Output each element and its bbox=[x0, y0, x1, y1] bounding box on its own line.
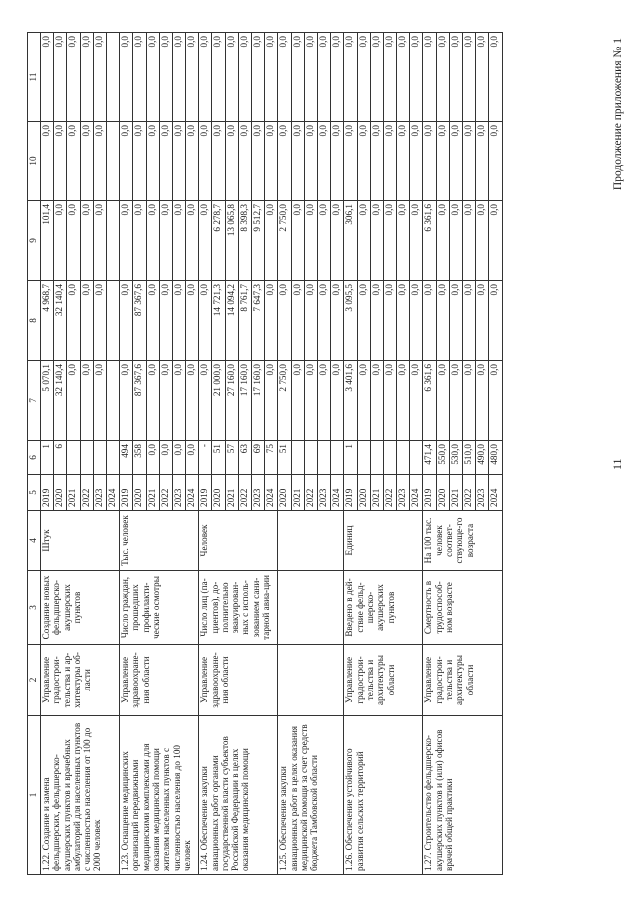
value-cell: 0,0 bbox=[476, 361, 489, 441]
value-cell: 480,0 bbox=[489, 441, 502, 475]
value-cell: 27 160,0 bbox=[225, 361, 238, 441]
year-cell: 2020 bbox=[133, 475, 146, 511]
value-cell: 0,0 bbox=[331, 33, 344, 122]
value-cell: 0,0 bbox=[304, 122, 317, 201]
value-cell: 0,0 bbox=[186, 122, 199, 201]
value-cell: 0,0 bbox=[212, 122, 225, 201]
year-cell: 2020 bbox=[436, 475, 449, 511]
value-cell bbox=[106, 33, 119, 122]
value-cell: 0,0 bbox=[357, 122, 370, 201]
value-cell: 0,0 bbox=[199, 33, 212, 122]
value-cell: 0,0 bbox=[265, 33, 278, 122]
measure-name-cell: 1.26. Обеспечение устойчивого развития сельских территорий bbox=[344, 716, 423, 875]
value-cell: 0,0 bbox=[146, 122, 159, 201]
value-cell: 0,0 bbox=[476, 201, 489, 281]
value-cell: 0,0 bbox=[317, 361, 330, 441]
value-cell: 0,0 bbox=[383, 281, 396, 361]
value-cell: 0,0 bbox=[436, 201, 449, 281]
value-cell: 0,0 bbox=[370, 281, 383, 361]
indicator-cell: Число лиц (па-циентов), до-полнительно эвакуирован-ных с исполь-зованием сани-тарной авиа-ции bbox=[199, 571, 278, 645]
executor-cell: Управление здравоохране-ния области bbox=[199, 645, 278, 716]
year-cell: 2023 bbox=[476, 475, 489, 511]
value-cell: 0,0 bbox=[304, 361, 317, 441]
value-cell: 0,0 bbox=[344, 122, 357, 201]
value-cell bbox=[67, 441, 80, 475]
value-cell: 87 367,6 bbox=[133, 361, 146, 441]
value-cell: 0,0 bbox=[370, 122, 383, 201]
value-cell: 0,0 bbox=[489, 33, 502, 122]
value-cell: 32 140,4 bbox=[54, 361, 67, 441]
value-cell: 0,0 bbox=[186, 201, 199, 281]
value-cell: 0,0 bbox=[172, 122, 185, 201]
value-cell: 0,0 bbox=[357, 281, 370, 361]
value-cell: 490,0 bbox=[476, 441, 489, 475]
value-cell: 0,0 bbox=[93, 201, 106, 281]
value-cell: 51 bbox=[212, 441, 225, 475]
value-cell: 0,0 bbox=[410, 361, 423, 441]
value-cell: 0,0 bbox=[370, 33, 383, 122]
value-cell: 0,0 bbox=[225, 122, 238, 201]
value-cell: 0,0 bbox=[67, 122, 80, 201]
col-header-5: 5 bbox=[28, 475, 41, 511]
executor-cell: Управление здравоохране-ния области bbox=[120, 645, 199, 716]
value-cell: 0,0 bbox=[159, 441, 172, 475]
col-header-3: 3 bbox=[28, 571, 41, 645]
year-cell: 2023 bbox=[317, 475, 330, 511]
year-cell: 2021 bbox=[291, 475, 304, 511]
value-cell: 0,0 bbox=[304, 281, 317, 361]
value-cell: 471,4 bbox=[423, 441, 436, 475]
year-cell: 2022 bbox=[159, 475, 172, 511]
unit-cell: На 100 тыс. человек соответ-ствующе-го возраста bbox=[423, 511, 502, 571]
value-cell: 0,0 bbox=[265, 122, 278, 201]
value-cell: 6 bbox=[54, 441, 67, 475]
value-cell: 0,0 bbox=[146, 33, 159, 122]
value-cell: 5 070,1 bbox=[41, 361, 54, 441]
year-cell: 2022 bbox=[238, 475, 251, 511]
value-cell: 13 065,8 bbox=[225, 201, 238, 281]
value-cell: 0,0 bbox=[199, 201, 212, 281]
value-cell: 0,0 bbox=[41, 33, 54, 122]
value-cell: 306,1 bbox=[344, 201, 357, 281]
year-cell: 2024 bbox=[186, 475, 199, 511]
value-cell: 0,0 bbox=[357, 33, 370, 122]
value-cell: 0,0 bbox=[80, 281, 93, 361]
value-cell bbox=[397, 441, 410, 475]
value-cell: 0,0 bbox=[199, 361, 212, 441]
value-cell: 0,0 bbox=[449, 122, 462, 201]
value-cell: - bbox=[199, 441, 212, 475]
value-cell: 0,0 bbox=[383, 361, 396, 441]
year-cell: 2021 bbox=[449, 475, 462, 511]
value-cell bbox=[80, 441, 93, 475]
indicator-cell bbox=[278, 571, 344, 645]
value-cell: 0,0 bbox=[383, 201, 396, 281]
value-cell: 0,0 bbox=[449, 201, 462, 281]
value-cell: 0,0 bbox=[54, 201, 67, 281]
value-cell: 0,0 bbox=[383, 33, 396, 122]
year-cell: 2024 bbox=[106, 475, 119, 511]
value-cell: 0,0 bbox=[252, 122, 265, 201]
value-cell: 0,0 bbox=[449, 361, 462, 441]
value-cell: 0,0 bbox=[463, 281, 476, 361]
value-cell: 0,0 bbox=[410, 281, 423, 361]
value-cell: 0,0 bbox=[317, 122, 330, 201]
value-cell: 0,0 bbox=[133, 122, 146, 201]
value-cell: 0,0 bbox=[120, 361, 133, 441]
value-cell: 0,0 bbox=[225, 33, 238, 122]
table-row bbox=[278, 33, 291, 875]
value-cell: 0,0 bbox=[397, 201, 410, 281]
value-cell: 0,0 bbox=[93, 33, 106, 122]
value-cell: 0,0 bbox=[186, 441, 199, 475]
value-cell: 0,0 bbox=[489, 201, 502, 281]
year-cell: 2019 bbox=[120, 475, 133, 511]
col-header-7: 7 bbox=[28, 361, 41, 441]
year-cell: 2024 bbox=[410, 475, 423, 511]
value-cell: 550,0 bbox=[436, 441, 449, 475]
value-cell: 0,0 bbox=[93, 281, 106, 361]
value-cell bbox=[291, 441, 304, 475]
value-cell: 17 160,0 bbox=[238, 361, 251, 441]
value-cell: 69 bbox=[252, 441, 265, 475]
value-cell: 0,0 bbox=[476, 281, 489, 361]
value-cell: 0,0 bbox=[410, 122, 423, 201]
value-cell: 0,0 bbox=[199, 122, 212, 201]
value-cell: 1 bbox=[344, 441, 357, 475]
value-cell: 3 095,5 bbox=[344, 281, 357, 361]
value-cell: 0,0 bbox=[317, 281, 330, 361]
value-cell: 8 398,3 bbox=[238, 201, 251, 281]
value-cell: 0,0 bbox=[67, 281, 80, 361]
value-cell: 0,0 bbox=[265, 281, 278, 361]
value-cell: 21 000,0 bbox=[212, 361, 225, 441]
value-cell: 14 094,2 bbox=[225, 281, 238, 361]
value-cell: 0,0 bbox=[172, 361, 185, 441]
table-row bbox=[423, 33, 436, 875]
value-cell: 0,0 bbox=[120, 281, 133, 361]
year-cell: 2019 bbox=[199, 475, 212, 511]
value-cell: 0,0 bbox=[397, 361, 410, 441]
value-cell: 0,0 bbox=[172, 33, 185, 122]
value-cell: 0,0 bbox=[304, 201, 317, 281]
value-cell: 0,0 bbox=[80, 33, 93, 122]
value-cell: 0,0 bbox=[370, 361, 383, 441]
value-cell: 0,0 bbox=[410, 201, 423, 281]
value-cell: 2 750,0 bbox=[278, 201, 291, 281]
value-cell bbox=[106, 361, 119, 441]
value-cell: 63 bbox=[238, 441, 251, 475]
value-cell: 0,0 bbox=[344, 33, 357, 122]
value-cell: 0,0 bbox=[67, 201, 80, 281]
value-cell: 0,0 bbox=[41, 122, 54, 201]
value-cell: 0,0 bbox=[423, 281, 436, 361]
value-cell: 0,0 bbox=[304, 33, 317, 122]
value-cell: 0,0 bbox=[278, 281, 291, 361]
value-cell: 0,0 bbox=[278, 33, 291, 122]
value-cell: 0,0 bbox=[383, 122, 396, 201]
value-cell: 0,0 bbox=[146, 361, 159, 441]
value-cell bbox=[106, 441, 119, 475]
col-header-9: 9 bbox=[28, 201, 41, 281]
table-body bbox=[41, 33, 503, 875]
value-cell: 0,0 bbox=[146, 201, 159, 281]
appendix-table bbox=[27, 32, 503, 875]
value-cell: 0,0 bbox=[489, 281, 502, 361]
value-cell: 0,0 bbox=[172, 441, 185, 475]
year-cell: 2021 bbox=[146, 475, 159, 511]
value-cell bbox=[106, 122, 119, 201]
value-cell: 0,0 bbox=[397, 33, 410, 122]
value-cell: 0,0 bbox=[120, 33, 133, 122]
year-cell: 2024 bbox=[265, 475, 278, 511]
value-cell bbox=[370, 441, 383, 475]
value-cell: 0,0 bbox=[291, 361, 304, 441]
value-cell: 0,0 bbox=[278, 122, 291, 201]
year-cell: 2023 bbox=[397, 475, 410, 511]
measure-name-cell: 1.27. Строительство фельдшерско-акушерских пунктов и (или) офисов врачей общей практики bbox=[423, 716, 502, 875]
year-cell: 2020 bbox=[357, 475, 370, 511]
value-cell: 0,0 bbox=[476, 33, 489, 122]
year-cell: 2024 bbox=[331, 475, 344, 511]
value-cell: 0,0 bbox=[331, 361, 344, 441]
value-cell bbox=[410, 441, 423, 475]
year-cell: 2020 bbox=[278, 475, 291, 511]
value-cell: 0,0 bbox=[67, 361, 80, 441]
value-cell: 0,0 bbox=[291, 201, 304, 281]
value-cell: 0,0 bbox=[476, 122, 489, 201]
unit-cell: Человек bbox=[199, 511, 278, 571]
value-cell: 0,0 bbox=[54, 33, 67, 122]
measure-name-cell: 1.23. Оснащение медицинских организаций передвижными медицинскими комплексами для оказания медицинской помощи жителям населенных пунктов с численностью населения до 100 человек bbox=[120, 716, 199, 875]
value-cell: 0,0 bbox=[291, 122, 304, 201]
value-cell: 0,0 bbox=[80, 122, 93, 201]
value-cell: 358 bbox=[133, 441, 146, 475]
value-cell: 0,0 bbox=[463, 201, 476, 281]
value-cell: 0,0 bbox=[489, 122, 502, 201]
year-cell: 2023 bbox=[172, 475, 185, 511]
year-cell: 2019 bbox=[41, 475, 54, 511]
value-cell: 51 bbox=[278, 441, 291, 475]
value-cell: 0,0 bbox=[212, 33, 225, 122]
value-cell: 0,0 bbox=[159, 33, 172, 122]
value-cell: 0,0 bbox=[436, 122, 449, 201]
value-cell: 0,0 bbox=[357, 201, 370, 281]
value-cell: 0,0 bbox=[397, 281, 410, 361]
value-cell: 0,0 bbox=[449, 281, 462, 361]
value-cell: 0,0 bbox=[436, 281, 449, 361]
value-cell: 0,0 bbox=[436, 33, 449, 122]
measure-name-cell: 1.22. Создание и замена фельдшерских, фельдшерско-акушерских пунктов и врачебных амбулаторий для населенных пунктов с численностью населения от 100 до 2000 человек bbox=[41, 716, 120, 875]
value-cell: 0,0 bbox=[67, 33, 80, 122]
value-cell: 0,0 bbox=[93, 122, 106, 201]
value-cell: 0,0 bbox=[172, 281, 185, 361]
value-cell: 494 bbox=[120, 441, 133, 475]
indicator-cell: Смертность в трудоспособ-ном возрасте bbox=[423, 571, 502, 645]
value-cell: 8 761,7 bbox=[238, 281, 251, 361]
page-number: 11 bbox=[610, 458, 624, 470]
year-cell: 2019 bbox=[344, 475, 357, 511]
value-cell: 17 160,0 bbox=[252, 361, 265, 441]
col-header-10: 10 bbox=[28, 122, 41, 201]
col-header-11: 11 bbox=[28, 33, 41, 122]
measure-name-cell: 1.25. Обеспечение закупки авиационных работ в целях оказания медицинской помощи за счет средств бюджета Тамбовской области bbox=[278, 716, 344, 875]
table-row bbox=[41, 33, 54, 875]
column-number-row bbox=[28, 33, 41, 875]
indicator-cell: Создание новых фельдшерско-акушерских пунктов bbox=[41, 571, 120, 645]
value-cell: 87 367,6 bbox=[133, 281, 146, 361]
value-cell: 75 bbox=[265, 441, 278, 475]
value-cell: 0,0 bbox=[186, 33, 199, 122]
value-cell bbox=[331, 441, 344, 475]
unit-cell: Штук bbox=[41, 511, 120, 571]
value-cell: 0,0 bbox=[331, 201, 344, 281]
value-cell: 0,0 bbox=[159, 201, 172, 281]
value-cell: 3 401,6 bbox=[344, 361, 357, 441]
value-cell bbox=[317, 441, 330, 475]
value-cell: 0,0 bbox=[93, 361, 106, 441]
value-cell: 0,0 bbox=[186, 361, 199, 441]
value-cell: 0,0 bbox=[238, 122, 251, 201]
value-cell: 0,0 bbox=[331, 281, 344, 361]
value-cell: 1 bbox=[41, 441, 54, 475]
value-cell: 9 512,7 bbox=[252, 201, 265, 281]
value-cell: 0,0 bbox=[436, 361, 449, 441]
value-cell: 0,0 bbox=[357, 361, 370, 441]
value-cell: 0,0 bbox=[80, 201, 93, 281]
value-cell: 4 968,7 bbox=[41, 281, 54, 361]
value-cell: 0,0 bbox=[331, 122, 344, 201]
unit-cell: Тыс. человек bbox=[120, 511, 199, 571]
value-cell: 14 721,3 bbox=[212, 281, 225, 361]
value-cell: 0,0 bbox=[133, 33, 146, 122]
year-cell: 2022 bbox=[463, 475, 476, 511]
year-cell: 2019 bbox=[423, 475, 436, 511]
value-cell: 0,0 bbox=[463, 122, 476, 201]
value-cell: 0,0 bbox=[317, 201, 330, 281]
value-cell: 510,0 bbox=[463, 441, 476, 475]
value-cell: 7 647,3 bbox=[252, 281, 265, 361]
value-cell: 0,0 bbox=[423, 122, 436, 201]
executor-cell: Управление градострои-тельства и архитектуры области bbox=[423, 645, 502, 716]
value-cell: 6 361,6 bbox=[423, 201, 436, 281]
value-cell: 0,0 bbox=[370, 201, 383, 281]
value-cell: 6 361,6 bbox=[423, 361, 436, 441]
value-cell bbox=[106, 201, 119, 281]
table-row bbox=[344, 33, 357, 875]
value-cell: 0,0 bbox=[291, 281, 304, 361]
value-cell bbox=[304, 441, 317, 475]
executor-cell: Управление градострои-тельства и архитектуры области bbox=[344, 645, 423, 716]
value-cell: 0,0 bbox=[291, 33, 304, 122]
value-cell: 0,0 bbox=[489, 361, 502, 441]
col-header-1: 1 bbox=[28, 716, 41, 875]
value-cell: 0,0 bbox=[199, 281, 212, 361]
indicator-cell: Введено в дей-ствие фельд-шерско-акушерских пунктов bbox=[344, 571, 423, 645]
value-cell: 6 278,7 bbox=[212, 201, 225, 281]
year-cell: 2021 bbox=[370, 475, 383, 511]
value-cell: 57 bbox=[225, 441, 238, 475]
year-cell: 2022 bbox=[383, 475, 396, 511]
value-cell bbox=[357, 441, 370, 475]
value-cell: 0,0 bbox=[186, 281, 199, 361]
table-row bbox=[199, 33, 212, 875]
value-cell bbox=[383, 441, 396, 475]
executor-cell: Управление градострои-тельства и ар-хитектуры об-ласти bbox=[41, 645, 120, 716]
table-row bbox=[120, 33, 133, 875]
year-cell: 2020 bbox=[212, 475, 225, 511]
value-cell: 0,0 bbox=[54, 122, 67, 201]
value-cell bbox=[93, 441, 106, 475]
value-cell: 0,0 bbox=[120, 122, 133, 201]
year-cell: 2021 bbox=[67, 475, 80, 511]
unit-cell bbox=[278, 511, 344, 571]
measure-name-cell: 1.24. Обеспечение закупки авиационных работ органами государственной власти субъектов Российской Федерации в целях оказания медицинской помощи bbox=[199, 716, 278, 875]
value-cell: 0,0 bbox=[265, 201, 278, 281]
value-cell: 0,0 bbox=[423, 33, 436, 122]
year-cell: 2022 bbox=[80, 475, 93, 511]
value-cell: 0,0 bbox=[238, 33, 251, 122]
year-cell: 2023 bbox=[93, 475, 106, 511]
col-header-4: 4 bbox=[28, 511, 41, 571]
value-cell: 0,0 bbox=[159, 122, 172, 201]
value-cell: 32 140,4 bbox=[54, 281, 67, 361]
col-header-2: 2 bbox=[28, 645, 41, 716]
value-cell: 0,0 bbox=[265, 361, 278, 441]
value-cell: 0,0 bbox=[80, 361, 93, 441]
value-cell: 0,0 bbox=[120, 201, 133, 281]
unit-cell: Единиц bbox=[344, 511, 423, 571]
value-cell: 0,0 bbox=[449, 33, 462, 122]
year-cell: 2023 bbox=[252, 475, 265, 511]
value-cell: 0,0 bbox=[146, 441, 159, 475]
value-cell: 0,0 bbox=[463, 33, 476, 122]
value-cell: 0,0 bbox=[463, 361, 476, 441]
value-cell: 0,0 bbox=[159, 361, 172, 441]
value-cell: 0,0 bbox=[252, 33, 265, 122]
value-cell bbox=[106, 281, 119, 361]
year-cell: 2020 bbox=[54, 475, 67, 511]
year-cell: 2024 bbox=[489, 475, 502, 511]
value-cell: 0,0 bbox=[159, 281, 172, 361]
indicator-cell: Число граждан, прошедших профилакти-ческие осмотры bbox=[120, 571, 199, 645]
value-cell: 0,0 bbox=[146, 281, 159, 361]
value-cell: 530,0 bbox=[449, 441, 462, 475]
year-cell: 2022 bbox=[304, 475, 317, 511]
value-cell: 0,0 bbox=[317, 33, 330, 122]
value-cell: 101,4 bbox=[41, 201, 54, 281]
col-header-8: 8 bbox=[28, 281, 41, 361]
year-cell: 2021 bbox=[225, 475, 238, 511]
value-cell: 0,0 bbox=[397, 122, 410, 201]
col-header-6: 6 bbox=[28, 441, 41, 475]
value-cell: 0,0 bbox=[172, 201, 185, 281]
value-cell: 2 750,0 bbox=[278, 361, 291, 441]
executor-cell bbox=[278, 645, 344, 716]
continuation-caption: Продолжение приложения № 1 bbox=[612, 38, 624, 191]
value-cell: 0,0 bbox=[410, 33, 423, 122]
value-cell: 0,0 bbox=[133, 201, 146, 281]
